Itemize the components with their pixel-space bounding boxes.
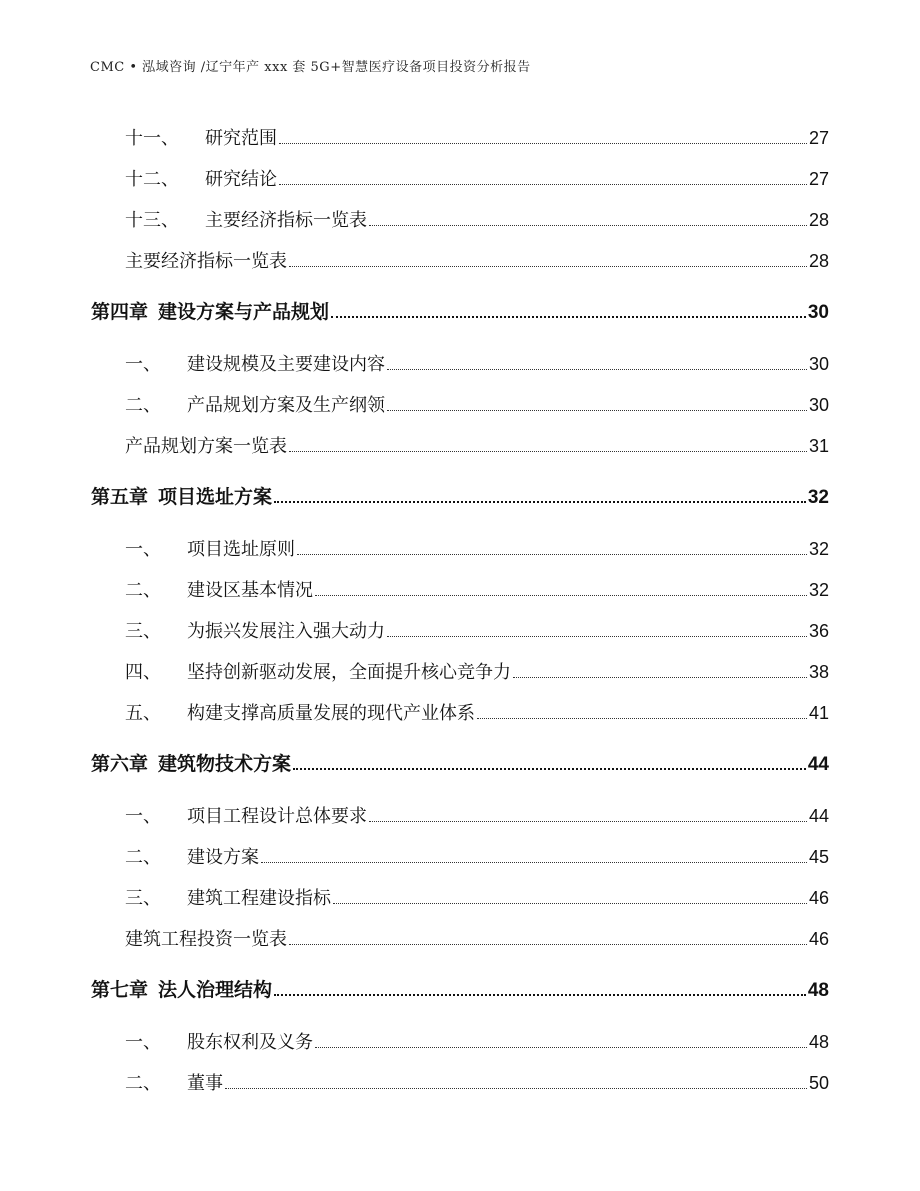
toc-page-number: 44 [807, 754, 829, 775]
toc-page-number: 41 [808, 703, 829, 723]
toc-entry-title: 研究范围 [205, 128, 277, 149]
toc-entry-number: 第六章 [91, 753, 149, 775]
toc-entry-title: 建筑工程建设指标 [187, 888, 331, 909]
dot-leader [477, 718, 807, 719]
toc-page-number: 45 [808, 847, 829, 867]
toc-chapter-entry[interactable] [91, 297, 829, 324]
toc-entry-title: 建筑工程投资一览表 [125, 929, 287, 950]
dot-leader [297, 554, 807, 555]
toc-page-number: 38 [808, 662, 829, 682]
toc-section-entry[interactable] [125, 206, 829, 232]
toc-entry-title: 主要经济指标一览表 [125, 251, 287, 272]
dot-leader [279, 184, 807, 185]
toc-page-number: 50 [808, 1073, 829, 1093]
dot-leader [369, 821, 807, 822]
toc-entry-title: 为振兴发展注入强大动力 [187, 621, 385, 642]
toc-entry-title: 法人治理结构 [158, 979, 273, 1001]
dot-leader [274, 501, 806, 503]
toc-section-entry[interactable] [125, 843, 829, 869]
toc-page-number: 30 [808, 354, 829, 374]
dot-leader [289, 451, 807, 452]
toc-entry-number: 二、 [125, 847, 161, 868]
toc-page-number: 32 [808, 580, 829, 600]
toc-entry-title: 构建支撑高质量发展的现代产业体系 [187, 703, 475, 724]
toc-entry-number: 二、 [125, 395, 161, 416]
toc-page-number: 32 [808, 539, 829, 559]
dot-leader [225, 1088, 807, 1089]
toc-entry-title: 项目选址原则 [187, 539, 295, 560]
toc-entry-number: 四、 [125, 662, 161, 683]
dot-leader [387, 636, 807, 637]
toc-page-number: 27 [808, 169, 829, 189]
dot-leader [369, 225, 807, 226]
toc-section-entry[interactable] [125, 576, 829, 602]
toc-section-entry[interactable] [125, 124, 829, 150]
dot-leader [331, 316, 806, 318]
dot-leader [315, 1047, 807, 1048]
toc-section-entry[interactable] [125, 617, 829, 643]
dot-leader [289, 266, 807, 267]
toc-entry-title: 产品规划方案及生产纲领 [187, 395, 385, 416]
toc-section-entry[interactable] [125, 925, 829, 951]
toc-entry-title: 股东权利及义务 [187, 1032, 313, 1053]
dot-leader [279, 143, 807, 144]
toc-section-entry[interactable] [125, 1028, 829, 1054]
toc-section-entry[interactable] [125, 1069, 829, 1095]
toc-page-number: 30 [808, 395, 829, 415]
dot-leader [513, 677, 807, 678]
toc-page-number: 32 [807, 487, 829, 508]
toc-entry-title: 建设方案与产品规划 [158, 301, 330, 323]
toc-page-number: 46 [808, 888, 829, 908]
toc-section-entry[interactable] [125, 350, 829, 376]
toc-chapter-entry[interactable] [91, 975, 829, 1002]
toc-entry-number: 十一、 [125, 128, 179, 149]
toc-page-number: 28 [808, 210, 829, 230]
toc-section-entry[interactable] [125, 884, 829, 910]
toc-entry-number: 一、 [125, 1032, 161, 1053]
dot-leader [387, 410, 807, 411]
toc-entry-title: 董事 [187, 1073, 223, 1094]
toc-entry-number: 第四章 [91, 301, 149, 323]
toc-entry-number: 二、 [125, 1073, 161, 1094]
toc-entry-title: 项目工程设计总体要求 [187, 806, 367, 827]
dot-leader [289, 944, 807, 945]
dot-leader [315, 595, 807, 596]
toc-page-number: 36 [808, 621, 829, 641]
toc-entry-number: 第五章 [91, 486, 149, 508]
toc-entry-number: 一、 [125, 539, 161, 560]
toc-entry-number: 十二、 [125, 169, 179, 190]
toc-entry-title: 建筑物技术方案 [158, 753, 292, 775]
toc-entry-number: 五、 [125, 703, 161, 724]
toc-chapter-entry[interactable] [91, 749, 829, 776]
toc-section-entry[interactable] [125, 535, 829, 561]
toc-section-entry[interactable] [125, 699, 829, 725]
toc-entry-number: 三、 [125, 621, 161, 642]
toc-entry-title: 项目选址方案 [158, 486, 273, 508]
dot-leader [387, 369, 807, 370]
toc-page-number: 27 [808, 128, 829, 148]
toc-section-entry[interactable] [125, 802, 829, 828]
toc-section-entry[interactable] [125, 247, 829, 273]
toc-section-entry[interactable] [125, 432, 829, 458]
toc-section-entry[interactable] [125, 165, 829, 191]
toc-section-entry[interactable] [125, 391, 829, 417]
toc-entry-number: 二、 [125, 580, 161, 601]
toc-chapter-entry[interactable] [91, 482, 829, 509]
toc-entry-number: 十三、 [125, 210, 179, 231]
dot-leader [261, 862, 807, 863]
toc-entry-title: 主要经济指标一览表 [205, 210, 367, 231]
toc-section-entry[interactable] [125, 658, 829, 684]
toc-entry-title: 产品规划方案一览表 [125, 436, 287, 457]
toc-entry-number: 一、 [125, 806, 161, 827]
toc-entry-number: 一、 [125, 354, 161, 375]
dot-leader [293, 768, 806, 770]
toc-entry-title: 建设方案 [187, 847, 259, 868]
toc-entry-title: 建设规模及主要建设内容 [187, 354, 385, 375]
toc-page-number: 48 [808, 1032, 829, 1052]
toc-entry-title: 坚持创新驱动发展，全面提升核心竞争力 [187, 662, 511, 683]
toc-page-number: 28 [808, 251, 829, 271]
toc-page-number: 30 [807, 302, 829, 323]
toc-entry-number: 第七章 [91, 979, 149, 1001]
toc-page-number: 31 [808, 436, 829, 456]
page-header: CMC • 泓域咨询 /辽宁年产 xxx 套 5G+智慧医疗设备项目投资分析报告 [90, 60, 531, 75]
dot-leader [274, 994, 806, 996]
dot-leader [333, 903, 807, 904]
toc-entry-number: 三、 [125, 888, 161, 909]
toc-page-number: 46 [808, 929, 829, 949]
toc-page-number: 48 [807, 980, 829, 1001]
toc-entry-title: 研究结论 [205, 169, 277, 190]
toc-page-number: 44 [808, 806, 829, 826]
toc-entry-title: 建设区基本情况 [187, 580, 313, 601]
